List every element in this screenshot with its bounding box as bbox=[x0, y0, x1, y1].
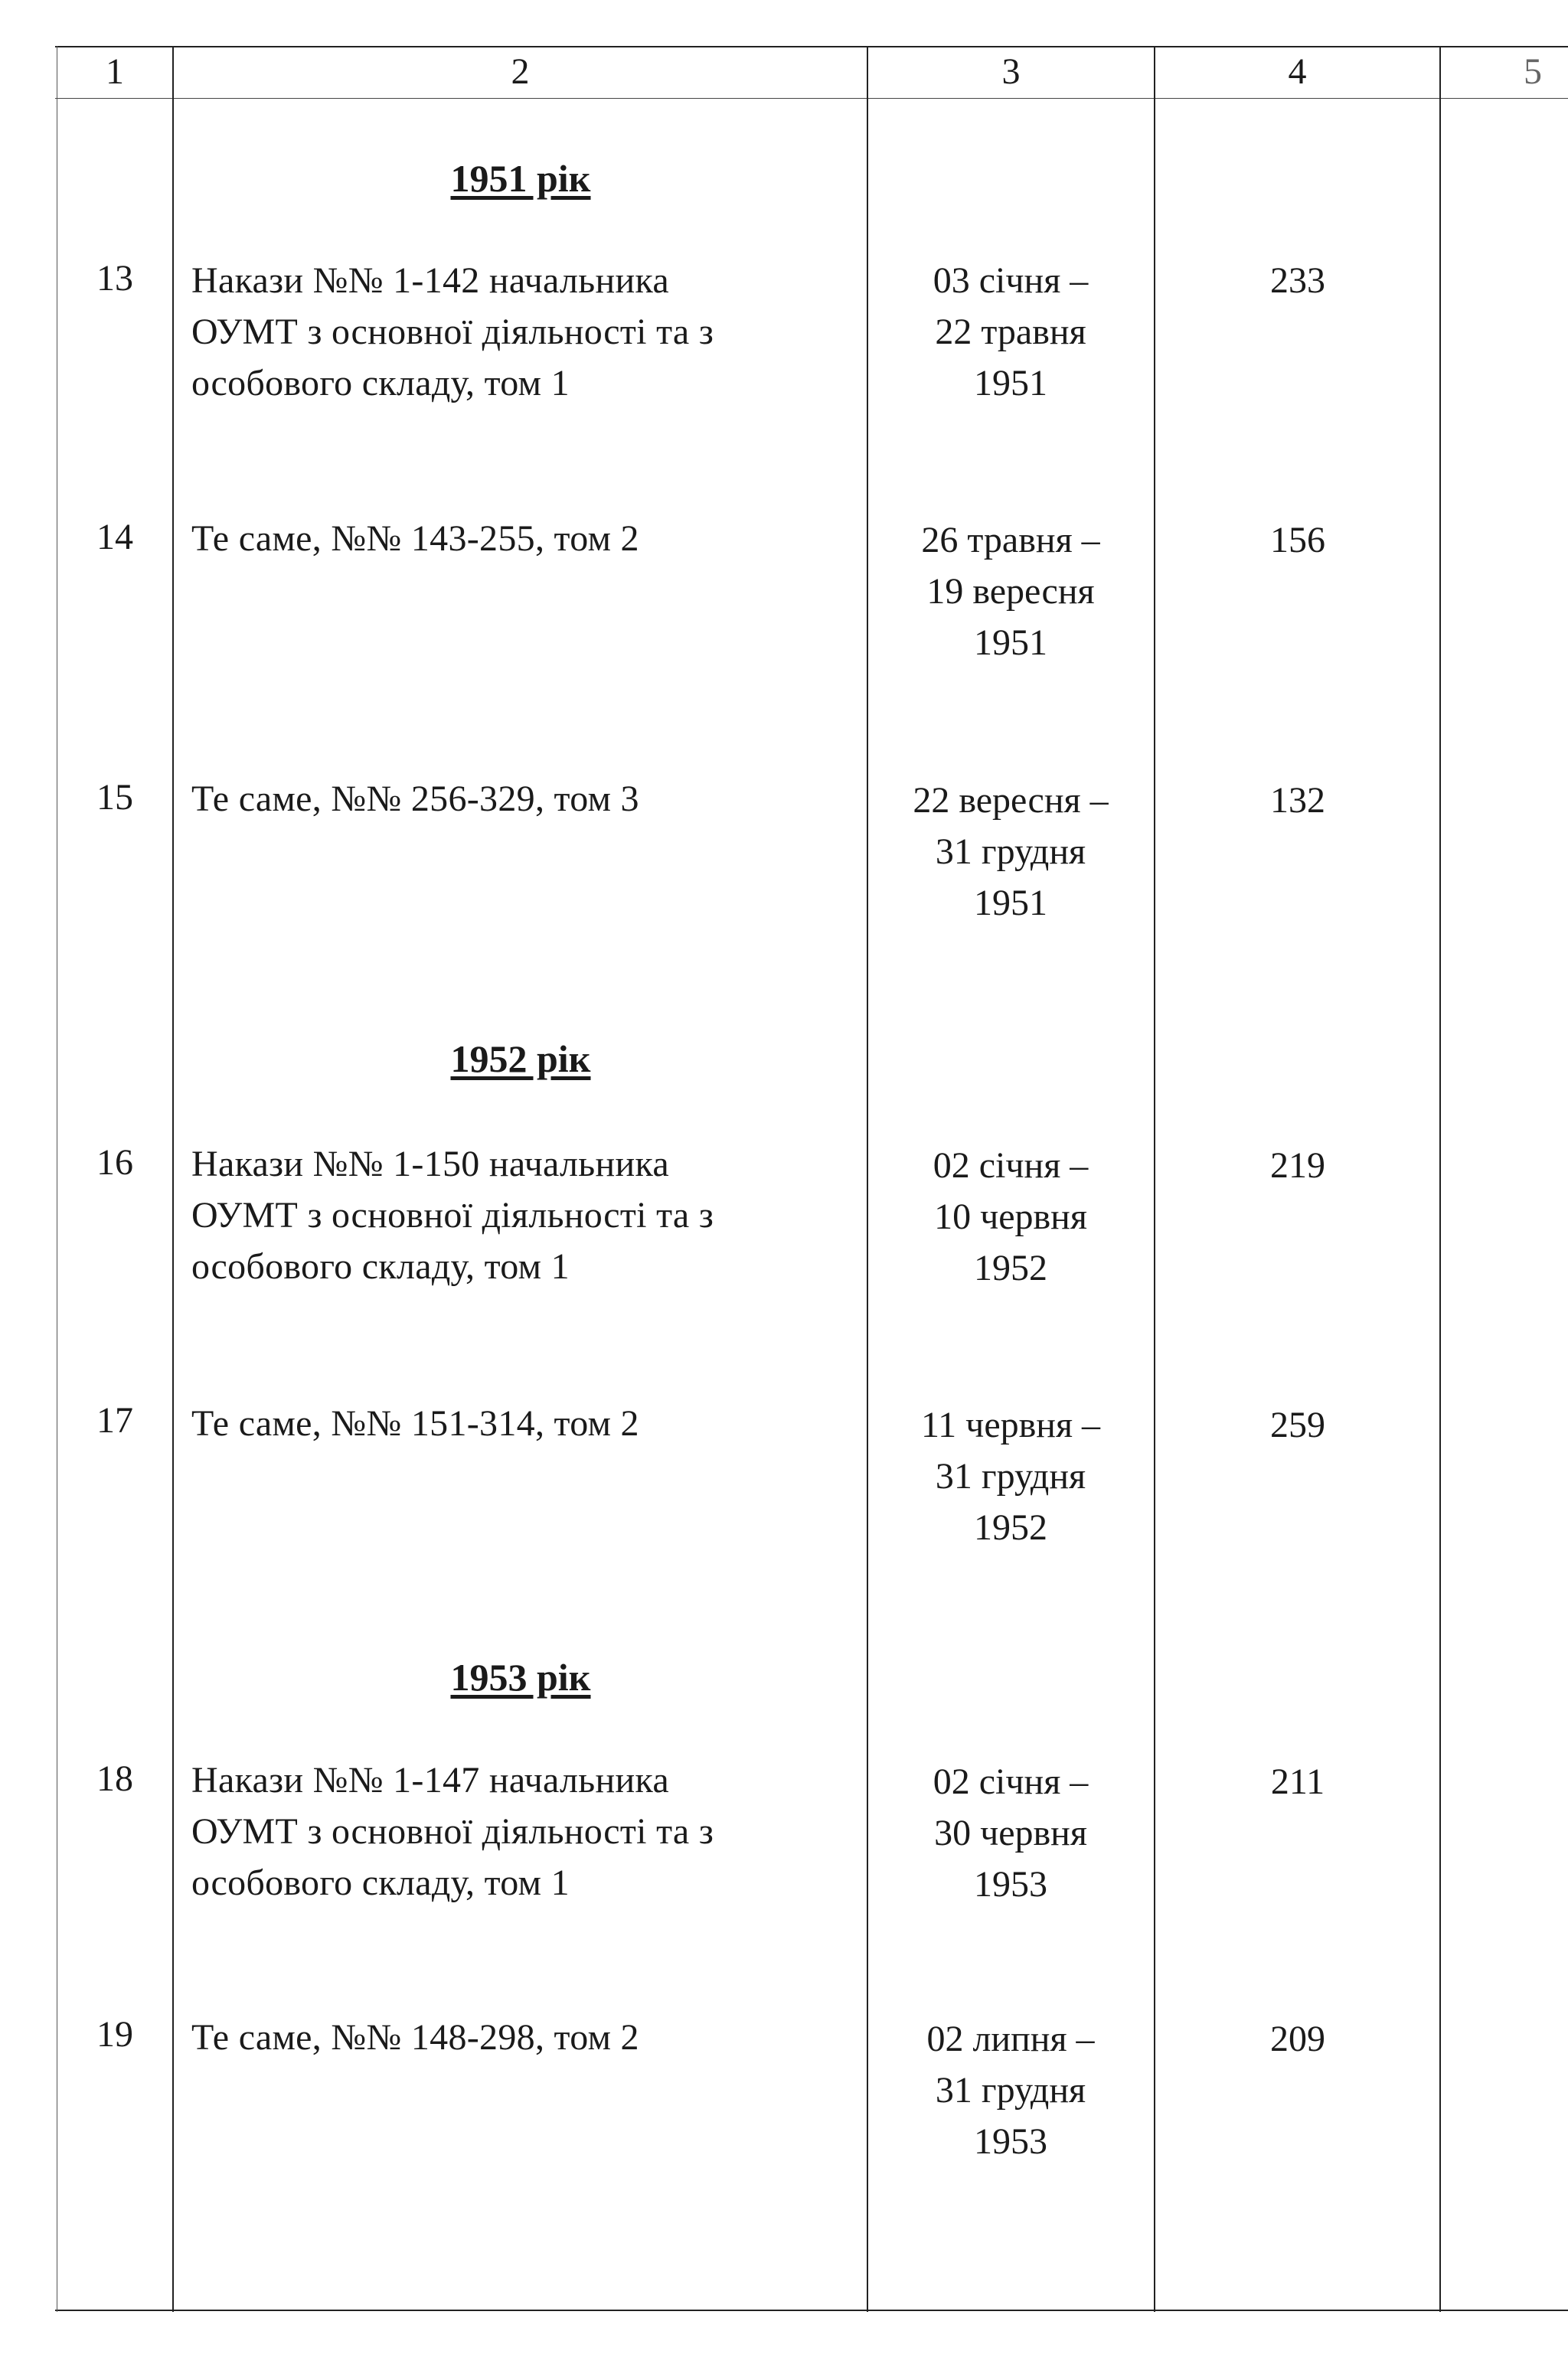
row-19-sheets: 209 bbox=[1270, 2019, 1325, 2059]
desc-line: особового складу, том 1 bbox=[191, 1246, 570, 1287]
row-17-description bbox=[191, 1398, 865, 1449]
col-divider-2 bbox=[867, 46, 868, 2312]
desc-line: Те саме, №№ 148-298, том 2 bbox=[191, 2017, 639, 2058]
row-number-15: 15 bbox=[96, 777, 133, 818]
year-heading-1951: 1951 рік bbox=[450, 157, 591, 200]
row-13-description bbox=[191, 255, 865, 409]
row-number-14: 14 bbox=[96, 517, 133, 557]
date-line: 1953 bbox=[974, 1864, 1047, 1905]
col-divider-4 bbox=[1439, 46, 1441, 2312]
col-divider-3 bbox=[1154, 46, 1155, 2312]
row-13-sheets: 233 bbox=[1270, 260, 1325, 301]
header-col-5: 5 bbox=[1524, 51, 1542, 92]
row-18-description bbox=[191, 1755, 865, 1908]
date-line: 1952 bbox=[974, 1507, 1047, 1548]
row-17-sheets: 259 bbox=[1270, 1405, 1325, 1445]
row-17-dates bbox=[869, 1399, 1152, 1553]
row-14-sheets: 156 bbox=[1270, 520, 1325, 560]
header-col-2: 2 bbox=[511, 51, 530, 92]
row-number-17: 17 bbox=[96, 1400, 133, 1441]
header-col-1: 1 bbox=[106, 51, 124, 92]
row-15-dates bbox=[869, 775, 1152, 929]
date-line: 26 травня – bbox=[921, 520, 1100, 560]
row-number-13: 13 bbox=[96, 258, 133, 299]
row-18-sheets: 211 bbox=[1270, 1761, 1325, 1802]
date-line: 22 вересня – bbox=[913, 780, 1109, 821]
date-line: 1951 bbox=[974, 363, 1047, 403]
date-line: 11 червня – bbox=[920, 1405, 1101, 1445]
desc-line: Накази №№ 1-142 начальника bbox=[191, 260, 669, 301]
row-number-19: 19 bbox=[96, 2014, 133, 2055]
row-16-sheets: 219 bbox=[1270, 1145, 1325, 1186]
row-15-sheets: 132 bbox=[1270, 780, 1325, 821]
row-18-dates bbox=[869, 1756, 1152, 1910]
date-line: 30 червня bbox=[934, 1813, 1087, 1853]
date-line: 02 січня – bbox=[933, 1761, 1089, 1802]
row-number-16: 16 bbox=[96, 1142, 133, 1183]
desc-line: особового складу, том 1 bbox=[191, 1863, 570, 1903]
row-15-description bbox=[191, 773, 865, 824]
date-line: 1951 bbox=[974, 883, 1047, 923]
date-line: 31 грудня bbox=[935, 1456, 1086, 1497]
row-19-description bbox=[191, 2012, 865, 2063]
row-14-description bbox=[191, 513, 865, 564]
date-line: 1951 bbox=[974, 622, 1047, 663]
table-bottom-border bbox=[55, 2310, 1568, 2311]
date-line: 02 січня – bbox=[933, 1145, 1089, 1186]
desc-line: Те саме, №№ 256-329, том 3 bbox=[191, 779, 639, 819]
row-14-dates bbox=[869, 514, 1152, 668]
desc-line: Те саме, №№ 151-314, том 2 bbox=[191, 1403, 639, 1444]
date-line: 1952 bbox=[974, 1248, 1047, 1288]
desc-line: Те саме, №№ 143-255, том 2 bbox=[191, 518, 639, 559]
date-line: 31 грудня bbox=[935, 2070, 1086, 2111]
date-line: 02 липня – bbox=[926, 2019, 1095, 2059]
header-bottom-border bbox=[55, 98, 1568, 99]
header-col-4: 4 bbox=[1288, 51, 1307, 92]
date-line: 1953 bbox=[974, 2121, 1047, 2162]
date-line: 31 грудня bbox=[935, 831, 1086, 872]
desc-line: Накази №№ 1-150 начальника bbox=[191, 1144, 669, 1184]
year-heading-1953: 1953 рік bbox=[450, 1656, 591, 1699]
desc-line: ОУМТ з основної діяльності та з bbox=[191, 1811, 714, 1852]
table-top-border bbox=[55, 46, 1568, 47]
row-number-18: 18 bbox=[96, 1758, 133, 1799]
date-line: 03 січня – bbox=[933, 260, 1089, 301]
desc-line: Накази №№ 1-147 начальника bbox=[191, 1760, 669, 1801]
date-line: 19 вересня bbox=[926, 571, 1095, 612]
col-divider-1 bbox=[172, 46, 174, 2312]
desc-line: особового складу, том 1 bbox=[191, 363, 570, 403]
date-line: 10 червня bbox=[934, 1197, 1087, 1237]
year-heading-1952: 1952 рік bbox=[450, 1037, 591, 1080]
row-16-description bbox=[191, 1138, 865, 1292]
desc-line: ОУМТ з основної діяльності та з bbox=[191, 312, 714, 352]
row-19-dates bbox=[869, 2013, 1152, 2167]
header-col-3: 3 bbox=[1001, 51, 1021, 92]
row-16-dates bbox=[869, 1140, 1152, 1294]
date-line: 22 травня bbox=[935, 312, 1086, 352]
desc-line: ОУМТ з основної діяльності та з bbox=[191, 1195, 714, 1236]
row-13-dates bbox=[869, 255, 1152, 409]
